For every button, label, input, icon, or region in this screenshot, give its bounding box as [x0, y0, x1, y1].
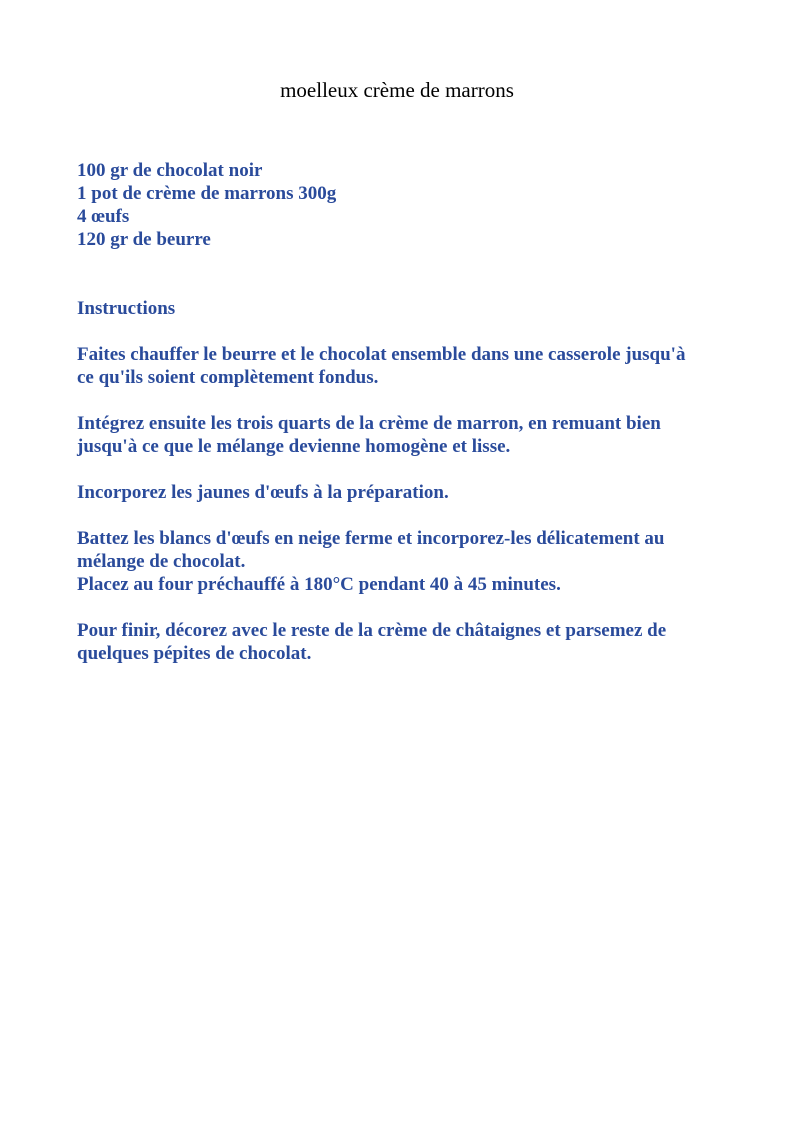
instruction-line: Placez au four préchauffé à 180°C pendant 40 à 45 minutes. [77, 574, 561, 595]
ingredients-list [77, 159, 727, 251]
instruction-line: jusqu'à ce que le mélange devienne homogène et lisse. [77, 436, 511, 457]
instruction-line: Faites chauffer le beurre et le chocolat ensemble dans une casserole jusqu'à [77, 344, 686, 365]
instruction-step-4 [77, 527, 727, 596]
instructions-heading: Instructions [77, 298, 176, 319]
instruction-step-5 [77, 619, 727, 665]
instruction-line: Intégrez ensuite les trois quarts de la crème de marron, en remuant bien [77, 413, 661, 434]
instruction-line: Pour finir, décorez avec le reste de la crème de châtaignes et parsemez de [77, 620, 667, 641]
ingredient-line: 1 pot de crème de marrons 300g [77, 183, 337, 204]
instruction-line: ce qu'ils soient complètement fondus. [77, 367, 379, 388]
document-title: moelleux crème de marrons [280, 78, 514, 102]
instruction-line: mélange de chocolat. [77, 551, 246, 572]
ingredient-line: 120 gr de beurre [77, 229, 211, 250]
instruction-step-1 [77, 343, 727, 389]
instruction-line: Battez les blancs d'œufs en neige ferme et incorporez-les délicatement au [77, 528, 665, 549]
ingredient-line: 4 œufs [77, 206, 130, 227]
ingredient-line: 100 gr de chocolat noir [77, 160, 263, 181]
instruction-line: Incorporez les jaunes d'œufs à la préparation. [77, 482, 449, 503]
instruction-step-2 [77, 412, 727, 458]
instruction-step-3 [77, 481, 727, 504]
instruction-line: quelques pépites de chocolat. [77, 643, 312, 664]
recipe-body [77, 159, 727, 665]
